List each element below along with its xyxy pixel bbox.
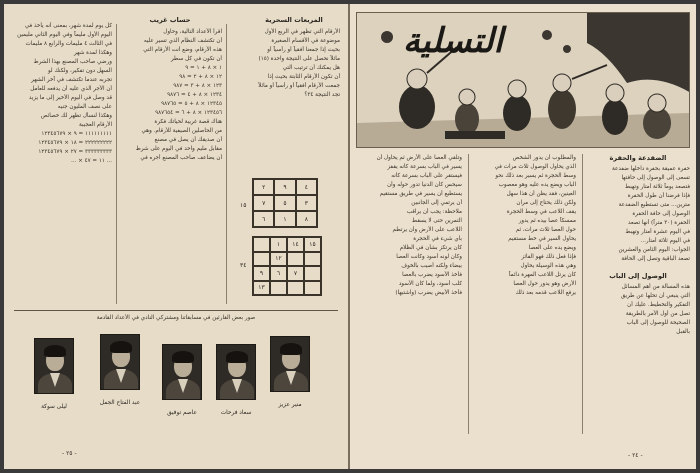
grid-cell: ١٤ [287,237,304,252]
text-line: العينين، فقد يظن أن هذا سهل [506,191,576,197]
text-line: اليوم الأول مليماً وفي اليوم الثاني مليمين [17,32,112,38]
text-line: ١٢٣٤٥ × ٨ + ٥ = ٩٨٧٦٥ [161,101,222,107]
grid-cell: ٤ [296,179,317,195]
column-divider [582,154,583,434]
text-line: تجربه عندما تكتشف في آخر الشهر [31,77,112,83]
text-line: كان يرتكز بشأن في الظلام [399,245,462,251]
text-line: هذه الأرقام، وضع أنت الأرقام التي [143,47,222,53]
magic-square-4x4 [252,236,322,296]
text-line: وكان لونه أسود وكانت العصا [396,254,462,260]
text-line: بالقبل [676,329,690,335]
frog-puzzle-column [586,154,690,337]
text-line: تسعى إلى الوصول إلى حافتها [621,175,690,181]
masthead-illustration [356,12,690,148]
text-line: تصعد الباقية وتصل إلى الحافة [621,256,690,262]
text-line: التي ينبغي أن تحلها عن طريق [620,293,690,299]
text-line: الأرقام التي تظهر في الربع الأول [264,29,340,35]
text-line: أن تكون الأرقام الثابتة بحيث إذا [267,74,340,80]
text-line: وهكذا لمدة شهر [74,50,112,56]
text-line: هذه المسألة من أهم المسائل [621,284,690,290]
text-line: الأرض وهو يدور حول العصا [513,281,576,287]
grid-cell [304,266,321,281]
text-line: يرفع اللاعب قدمه بعد ذلك [515,290,576,296]
text-line: ١٢ × ٨ + ٢ = ٩٨ [179,74,222,80]
grid-cell: ٧ [253,195,274,211]
door-puzzle-heading: الوصول إلى الباب [609,272,667,280]
grid-cell: ٥ [274,195,295,211]
text-line: في اليوم ثلاثة أمتار... [640,238,690,244]
text-line: حفرة عميقة بحفرة داخلها ضفدعة [611,166,690,172]
column-divider [226,24,227,304]
text-line: تصل من أول الأمر بالطريقة [625,311,690,317]
text-line: تجد النتيجة ٣٤؟ [304,92,340,98]
text-line: الذي يحاول الوصول ثلاث مرات في [494,164,576,170]
reader-photo [270,336,310,392]
text-line: بأي شيء في الحجرة [413,236,462,242]
text-line: ١ × ٨ + ١ = ٩ [185,65,222,71]
strange-arithmetic-heading: حساب غريب [149,16,191,24]
text-line: مائلاً نحصل على النتيجة واحدة (١٥) [258,56,340,62]
text-line: الحفرة (٣٠ متراً) أنها تصعد [628,220,690,226]
magic-squares-heading: المربعات السحرية [265,16,323,24]
text-line: يقف اللاعب في وسط الحجرة [506,209,576,215]
grid-cell: ٢ [253,179,274,195]
text-line: يحاول السير في خط مستقيم [508,236,576,242]
text-line: كان يرتل اللاعب المهرة دائماً [508,272,576,278]
grid-cell: ١٥ [304,237,321,252]
text-line: الوصول إلى حافة الحفرة [632,211,690,217]
reader-photo [216,344,256,400]
text-line: أن تكتشف النظام الذي تسير عليه [143,38,222,44]
grid-cell: ٩ [274,179,295,195]
reader-name: عاصم توفيق [167,410,197,416]
text-line: ورضي صاحب المصنع بهذا الشرط [33,59,112,65]
text-line: الصحيحة للوصول إلى الباب [626,320,690,326]
text-line: السهل دون تفكير، ولكنك لو [47,68,112,74]
column-divider [116,24,117,304]
text-line: فأخذ الأسود يضرب بالعصا [402,272,462,278]
text-line: في اليوم عشرة أمتار وتهبط [625,229,690,235]
text-line: ويضع يده على العصا [528,245,576,251]
stick-game-continued-column [356,154,462,298]
grid-cell: ٣ [296,195,317,211]
reader-name: سعاد فرحات [220,410,252,416]
grid-cell [304,281,321,296]
text-line: اللاعب على الأرض وأن يرتطم [392,227,462,233]
text-line: كل يوم لمدة شهر، بمعنى أنه يأخذ في [24,23,112,29]
column-divider [468,154,469,434]
reader-photo [100,334,140,390]
grid-cell [253,252,270,267]
text-line: مترين... متى تستطيع الضفدعة [618,202,690,208]
grid-cell [287,281,304,296]
page-number-left: - ٢٥ - [62,450,77,457]
text-line: كلب أسود، ولما كان الأسود [398,281,462,287]
reader-name: منير عزيز [278,402,302,408]
grid-cell: ١ [274,211,295,227]
text-line: ١٢٣٤ × ٨ + ٤ = ٩٨٧٦ [167,92,222,98]
grid-cell: ١ [270,237,287,252]
text-line: من الحاصلين الصيفية للأرقام. وهي [141,128,222,134]
grid-cell [304,252,321,267]
text-line: هناك قصة غريبة لحياتك فكرة [154,119,222,125]
magic4-sum: ٣٤ [240,262,247,269]
text-line: والمطلوب أن يدور الشخص [512,155,576,161]
grid-cell: ٦ [253,211,274,227]
text-line: وهكذا لنسأل تظهر لك خصائص [40,113,112,119]
page-number-right: - ٢٤ - [628,452,643,459]
text-line: ممسكاً عصا بيده ثم يدور [518,218,576,224]
text-line: ١٢٣ × ٨ + ٣ = ٩٨٧ [173,83,222,89]
text-line: ولكن ذلك يحتاج إلى مران [516,200,576,206]
text-line: حول العصا ثلاث مرات، ثم [515,227,576,233]
text-line: وسط الحجرة ثم يسير بعد ذلك نحو [495,173,576,179]
grid-cell [253,237,270,252]
text-line: هل يمكنك أن ترتيب التي [282,65,340,71]
text-line: قد وصل في اليوم الأخير إلى ما يزيد [28,95,112,101]
text-line: ١٢٣٤٥٦ × ٨ + ٦ = ٩٨٧٦٥٤ [155,110,222,116]
text-line: ٢٢٢٢٢٢٢٢٢ = ١٨ × ١٢٣٤٥٦٧٩ [38,140,112,146]
grid-cell: ٦ [270,266,287,281]
grid-cell: ١٣ [253,281,270,296]
text-line: في الثالث ٤ مليمات والرابع ٨ مليمات [25,41,112,47]
photos-heading: صور بعض القارئين في مسابقاتنا ومشتركي النادي في الأعداد القادمة [96,315,256,321]
magic-squares-column [248,16,340,100]
magic3-sum: ١٥ [240,202,247,209]
text-line: الباب ويضع يده عليه وهو معصوب [498,182,576,188]
reader-name: ليلى سوكة [41,404,67,410]
strange-arithmetic-column [118,16,222,163]
text-line: ... ١١ = ٤٧ × ... [71,158,112,164]
text-line: أن صديقك أن يصل في مصنع [154,137,222,143]
magazine-spread [4,4,696,469]
reader-photo [162,344,202,400]
text-line: جمعت الأرقام أفقياً أو رأسياً أو مائلاً [258,83,340,89]
text-line: وتلقي العصا على الأرض ثم يحاول أن [376,155,462,161]
wonders-column [10,22,112,166]
text-line: على نصف المليون جنيه [57,104,112,110]
text-line: ٣٣٣٣٣٣٣٣٣ = ٢٧ × ١٢٣٤٥٦٧٩ [38,149,112,155]
text-line: أن الأجر الذي عليه أن يدفعه للعامل [30,86,112,92]
text-line: فإذا فرضنا أن طول الحفرة [627,193,690,199]
stick-game-column [470,154,576,298]
text-line: ملاحظة: يجب أن يراقب [406,209,462,215]
grid-cell: ٨ [296,211,317,227]
text-line: أن تكون في كل سطر [170,56,222,62]
reader-photo [34,338,74,394]
text-line: أن يرتمي إلى الجانبين [411,200,462,206]
grid-cell: ٧ [287,266,304,281]
grid-cell [287,252,304,267]
page-title: التسلية [402,21,503,61]
text-line: أن يضاعف صاحب المصنع أجره في [140,155,222,161]
text-line: الجواب: اليوم الثامن والعشرين [618,247,690,253]
left-page [4,4,348,469]
text-line: التمرين حتى لا يسقط [411,218,462,224]
reader-name: عبد الفتاح الجمل [99,400,141,406]
text-line: موضوعة في الأقسام الصغيرة [271,38,340,44]
text-line: بحيث إذا جمعنا أفقياً أو رأسياً أو [267,47,340,53]
magic-square-3x3 [252,178,318,228]
text-line: سيحس كأن الدنيا تدور حوله وأن [387,182,462,188]
text-line: بيضاء ولكنه أصيب بالخوف [401,263,462,269]
text-line: يستطيع أن يسير في طريق مستقيم [379,191,462,197]
text-line: الأرقام العجيبة [78,122,112,128]
text-line: فتصعد يوماً ثلاثة أمتار وتهبط [624,184,690,190]
right-page [350,4,696,469]
text-line: وهي هذه الوسيلة يحاول [520,263,576,269]
text-line: فيستقر على الباب بسرعة كأنه [391,173,462,179]
section-rule [14,310,338,311]
text-line: فأخذ الأبيض يضرب (واشتبها) [395,290,462,296]
grid-cell [270,281,287,296]
grid-cell: ١٢ [270,252,287,267]
text-line: مقابل مليم واحد في اليوم على شرط [135,146,222,152]
text-line: اقرأ الأعداد التالية، وحاول [163,29,222,35]
frog-puzzle-heading: الضفدعة والحفرة [609,154,667,162]
text-line: يسير في الباب بسرعة كأنه يقفز [387,164,462,170]
text-line: ١١١١١١١١١ = ٩ × ١٢٣٤٥٦٧٩ [41,131,112,137]
grid-cell: ٩ [253,266,270,281]
text-line: التفكير والتخطيط. عليك أن [627,302,690,308]
text-line: فإذا فعل ذلك فهو الفائز [521,254,576,260]
